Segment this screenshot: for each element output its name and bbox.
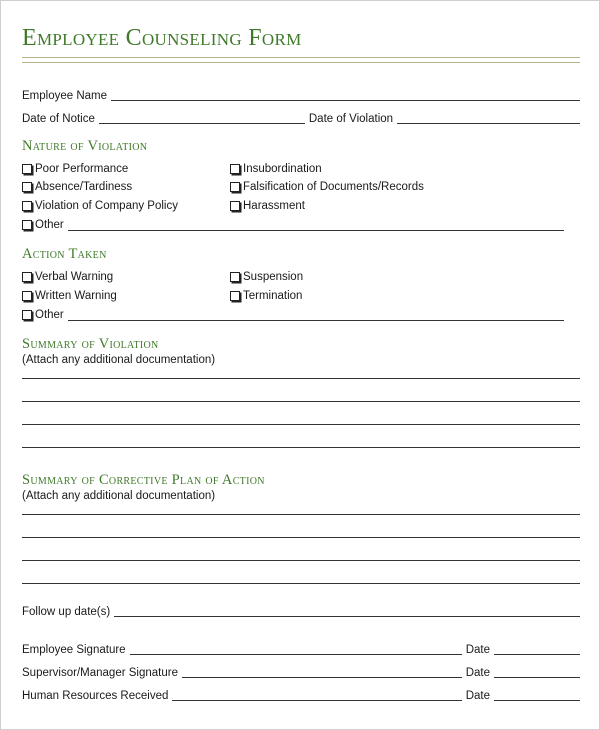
checkbox-harassment[interactable]: [230, 200, 305, 212]
corrective-plan-line[interactable]: [22, 514, 580, 515]
checkbox-label: Written Warning: [35, 290, 117, 302]
checkbox-label: Insubordination: [243, 163, 322, 175]
checkbox-poor-performance[interactable]: [22, 163, 128, 175]
hr-received-field[interactable]: [172, 689, 461, 701]
employee-name-row: [22, 87, 580, 103]
violation-other-field[interactable]: [68, 219, 564, 231]
hr-received-row: [22, 687, 580, 703]
checkbox-icon[interactable]: [230, 272, 240, 282]
nature-of-violation-heading: Nature of Violation: [22, 138, 148, 154]
corrective-plan-line[interactable]: [22, 560, 580, 561]
follow-up-field[interactable]: [114, 605, 580, 617]
summary-violation-line[interactable]: [22, 424, 580, 425]
date-label: Date: [465, 667, 490, 679]
employee-name-label: Employee Name: [22, 90, 108, 102]
follow-up-row: [22, 603, 580, 619]
checkbox-icon[interactable]: [22, 310, 32, 320]
checkbox-label: Absence/Tardiness: [35, 181, 133, 193]
date-of-violation-label: Date of Violation: [308, 113, 394, 125]
checkbox-violation-other[interactable]: [22, 219, 564, 231]
checkbox-verbal-warning[interactable]: [22, 271, 113, 283]
checkbox-label: Violation of Company Policy: [35, 200, 178, 212]
checkbox-suspension[interactable]: [230, 271, 303, 283]
checkbox-icon[interactable]: [230, 201, 240, 211]
employee-name-field[interactable]: [111, 89, 580, 101]
checkbox-label: Poor Performance: [35, 163, 129, 175]
checkbox-falsification[interactable]: [230, 181, 424, 193]
follow-up-label: Follow up date(s): [22, 606, 111, 618]
corrective-plan-line[interactable]: [22, 583, 580, 584]
checkbox-insubordination[interactable]: [230, 163, 322, 175]
checkbox-label: Suspension: [243, 271, 304, 283]
checkbox-icon[interactable]: [22, 272, 32, 282]
summary-corrective-heading: Summary of Corrective Plan of Action: [22, 472, 265, 488]
summary-violation-note: (Attach any additional documentation): [22, 354, 216, 366]
date-of-notice-label: Date of Notice: [22, 113, 95, 125]
checkbox-action-other[interactable]: [22, 309, 564, 321]
checkbox-label: Verbal Warning: [35, 271, 114, 283]
employee-signature-row: [22, 641, 580, 657]
date-label: Date: [465, 644, 490, 656]
action-taken-heading: Action Taken: [22, 246, 107, 262]
employee-signature-label: Employee Signature: [22, 644, 126, 656]
checkbox-icon[interactable]: [22, 291, 32, 301]
date-of-violation-field[interactable]: [397, 112, 580, 124]
supervisor-signature-date-field[interactable]: [494, 666, 580, 678]
date-label: Date: [465, 690, 490, 702]
checkbox-label: Falsification of Documents/Records: [243, 181, 424, 193]
summary-corrective-note: (Attach any additional documentation): [22, 490, 216, 502]
checkbox-absence-tardiness[interactable]: [22, 181, 132, 193]
checkbox-termination[interactable]: [230, 290, 302, 302]
checkbox-icon[interactable]: [22, 220, 32, 230]
summary-violation-line[interactable]: [22, 401, 580, 402]
checkbox-label: Termination: [243, 290, 303, 302]
checkbox-icon[interactable]: [230, 164, 240, 174]
checkbox-violation-company-policy[interactable]: [22, 200, 178, 212]
dates-row: [22, 110, 580, 126]
action-other-field[interactable]: [68, 309, 564, 321]
hr-received-label: Human Resources Received: [22, 690, 169, 702]
summary-violation-heading: Summary of Violation: [22, 336, 159, 352]
employee-signature-field[interactable]: [130, 643, 462, 655]
checkbox-icon[interactable]: [22, 182, 32, 192]
checkbox-icon[interactable]: [22, 201, 32, 211]
checkbox-label: Harassment: [243, 200, 305, 212]
checkbox-written-warning[interactable]: [22, 290, 117, 302]
summary-violation-line[interactable]: [22, 447, 580, 448]
form-title: Employee Counseling Form: [22, 25, 302, 51]
checkbox-label: Other: [35, 219, 64, 231]
checkbox-label: Other: [35, 309, 64, 321]
date-of-notice-field[interactable]: [99, 112, 305, 124]
checkbox-icon[interactable]: [22, 164, 32, 174]
hr-received-date-field[interactable]: [494, 689, 580, 701]
supervisor-signature-field[interactable]: [182, 666, 462, 678]
supervisor-signature-label: Supervisor/Manager Signature: [22, 667, 178, 679]
corrective-plan-line[interactable]: [22, 537, 580, 538]
checkbox-icon[interactable]: [230, 182, 240, 192]
supervisor-signature-row: [22, 664, 580, 680]
employee-signature-date-field[interactable]: [494, 643, 580, 655]
checkbox-icon[interactable]: [230, 291, 240, 301]
title-rule-top: [22, 57, 580, 58]
title-rule-bottom: [22, 62, 580, 63]
summary-violation-line[interactable]: [22, 378, 580, 379]
